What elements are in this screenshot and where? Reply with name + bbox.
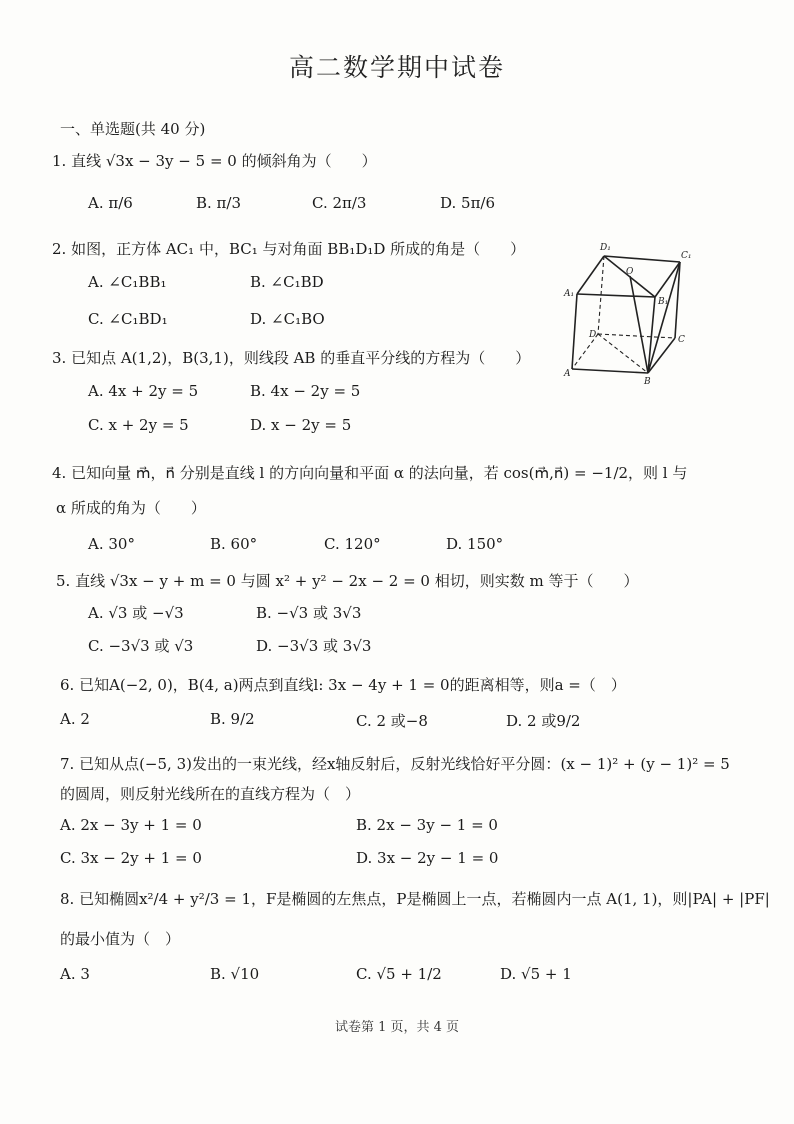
q2-option-b: B. ∠C₁BD — [250, 273, 324, 291]
label-d: D — [589, 330, 597, 340]
q7-option-d: D. 3x − 2y − 1 = 0 — [356, 849, 499, 867]
question-3-stem: 3. 已知点 A(1,2)，B(3,1)，则线段 AB 的垂直平分线的方程为（ ） — [52, 349, 531, 367]
q7-option-c: C. 3x − 2y + 1 = 0 — [60, 849, 202, 867]
label-d1: D₁ — [600, 243, 611, 253]
question-2-stem: 2. 如图，正方体 AC₁ 中，BC₁ 与对角面 BB₁D₁D 所成的角是（ ） — [52, 240, 526, 258]
q4-option-c: C. 120° — [324, 535, 381, 553]
q6-option-c: C. 2 或−8 — [356, 712, 428, 730]
q2-option-c: C. ∠C₁BD₁ — [88, 310, 168, 328]
q6-option-b: B. 9/2 — [210, 710, 255, 728]
question-1-stem: 1. 直线 √3x − 3y − 5 = 0 的倾斜角为（ ） — [52, 152, 377, 170]
label-a: A — [564, 369, 571, 379]
q8-option-a: A. 3 — [60, 965, 90, 983]
question-8-stem: 8. 已知椭圆x²/4 + y²/3 = 1，F是椭圆的左焦点，P是椭圆上一点，若椭圆内一点 A(1, 1)，则|PA| + |PF| — [60, 890, 770, 908]
q8-option-b: B. √10 — [210, 965, 260, 983]
q5-option-a: A. √3 或 −√3 — [88, 604, 184, 622]
q1-option-c: C. 2π/3 — [312, 194, 367, 212]
q3-option-d: D. x − 2y = 5 — [250, 416, 352, 434]
q1-option-d: D. 5π/6 — [440, 194, 496, 212]
label-c: C — [678, 335, 685, 345]
q5-option-c: C. −3√3 或 √3 — [88, 637, 194, 655]
page-footer: 试卷第 1 页，共 4 页 — [334, 1020, 460, 1035]
q1-option-b: B. π/3 — [196, 194, 242, 212]
q7-option-b: B. 2x − 3y − 1 = 0 — [356, 816, 498, 834]
question-7-stem: 7. 已知从点(−5, 3)发出的一束光线，经x轴反射后，反射光线恰好平分圆：(x − 1)² + (y − 1)² = 5 — [60, 755, 730, 773]
q7-option-a: A. 2x − 3y + 1 = 0 — [60, 816, 202, 834]
question-4-stem: 4. 已知向量 m⃗，n⃗ 分别是直线 l 的方向向量和平面 α 的法向量，若 cos(m⃗,n⃗) = −1/2，则 l 与 — [52, 464, 688, 482]
q5-option-b: B. −√3 或 3√3 — [256, 604, 362, 622]
question-4-stem-line2: α 所成的角为（ ） — [56, 499, 206, 517]
q4-option-a: A. 30° — [88, 535, 135, 553]
question-7-stem-line2: 的圆周，则反射光线所在的直线方程为（ ） — [60, 785, 361, 803]
label-b: B — [644, 377, 651, 387]
question-5-stem: 5. 直线 √3x − y + m = 0 与圆 x² + y² − 2x − 2 = 0 相切，则实数 m 等于（ ） — [56, 572, 639, 590]
question-8-stem-line2: 的最小值为（ ） — [60, 930, 181, 948]
cube-figure — [560, 238, 700, 388]
page-title: 高二数学期中试卷 — [288, 53, 505, 82]
q6-option-a: A. 2 — [60, 710, 90, 728]
section-heading: 一、单选题(共 40 分) — [60, 120, 206, 138]
label-a1: A₁ — [564, 289, 575, 299]
q4-option-d: D. 150° — [446, 535, 504, 553]
q3-option-c: C. x + 2y = 5 — [88, 416, 189, 434]
q5-option-d: D. −3√3 或 3√3 — [256, 637, 372, 655]
q3-option-b: B. 4x − 2y = 5 — [250, 382, 361, 400]
q2-option-a: A. ∠C₁BB₁ — [88, 273, 167, 291]
q8-option-c: C. √5 + 1/2 — [356, 965, 442, 983]
q2-option-d: D. ∠C₁BO — [250, 310, 325, 328]
q4-option-b: B. 60° — [210, 535, 258, 553]
label-b1: B₁ — [658, 297, 669, 307]
label-o: O — [626, 267, 634, 277]
q3-option-a: A. 4x + 2y = 5 — [88, 382, 199, 400]
q8-option-d: D. √5 + 1 — [500, 965, 572, 983]
label-c1: C₁ — [681, 251, 692, 261]
q6-option-d: D. 2 或9/2 — [506, 712, 581, 730]
q1-option-a: A. π/6 — [88, 194, 133, 212]
question-6-stem: 6. 已知A(−2, 0)，B(4, a)两点到直线l: 3x − 4y + 1 = 0的距离相等，则a =（ ） — [60, 676, 626, 694]
